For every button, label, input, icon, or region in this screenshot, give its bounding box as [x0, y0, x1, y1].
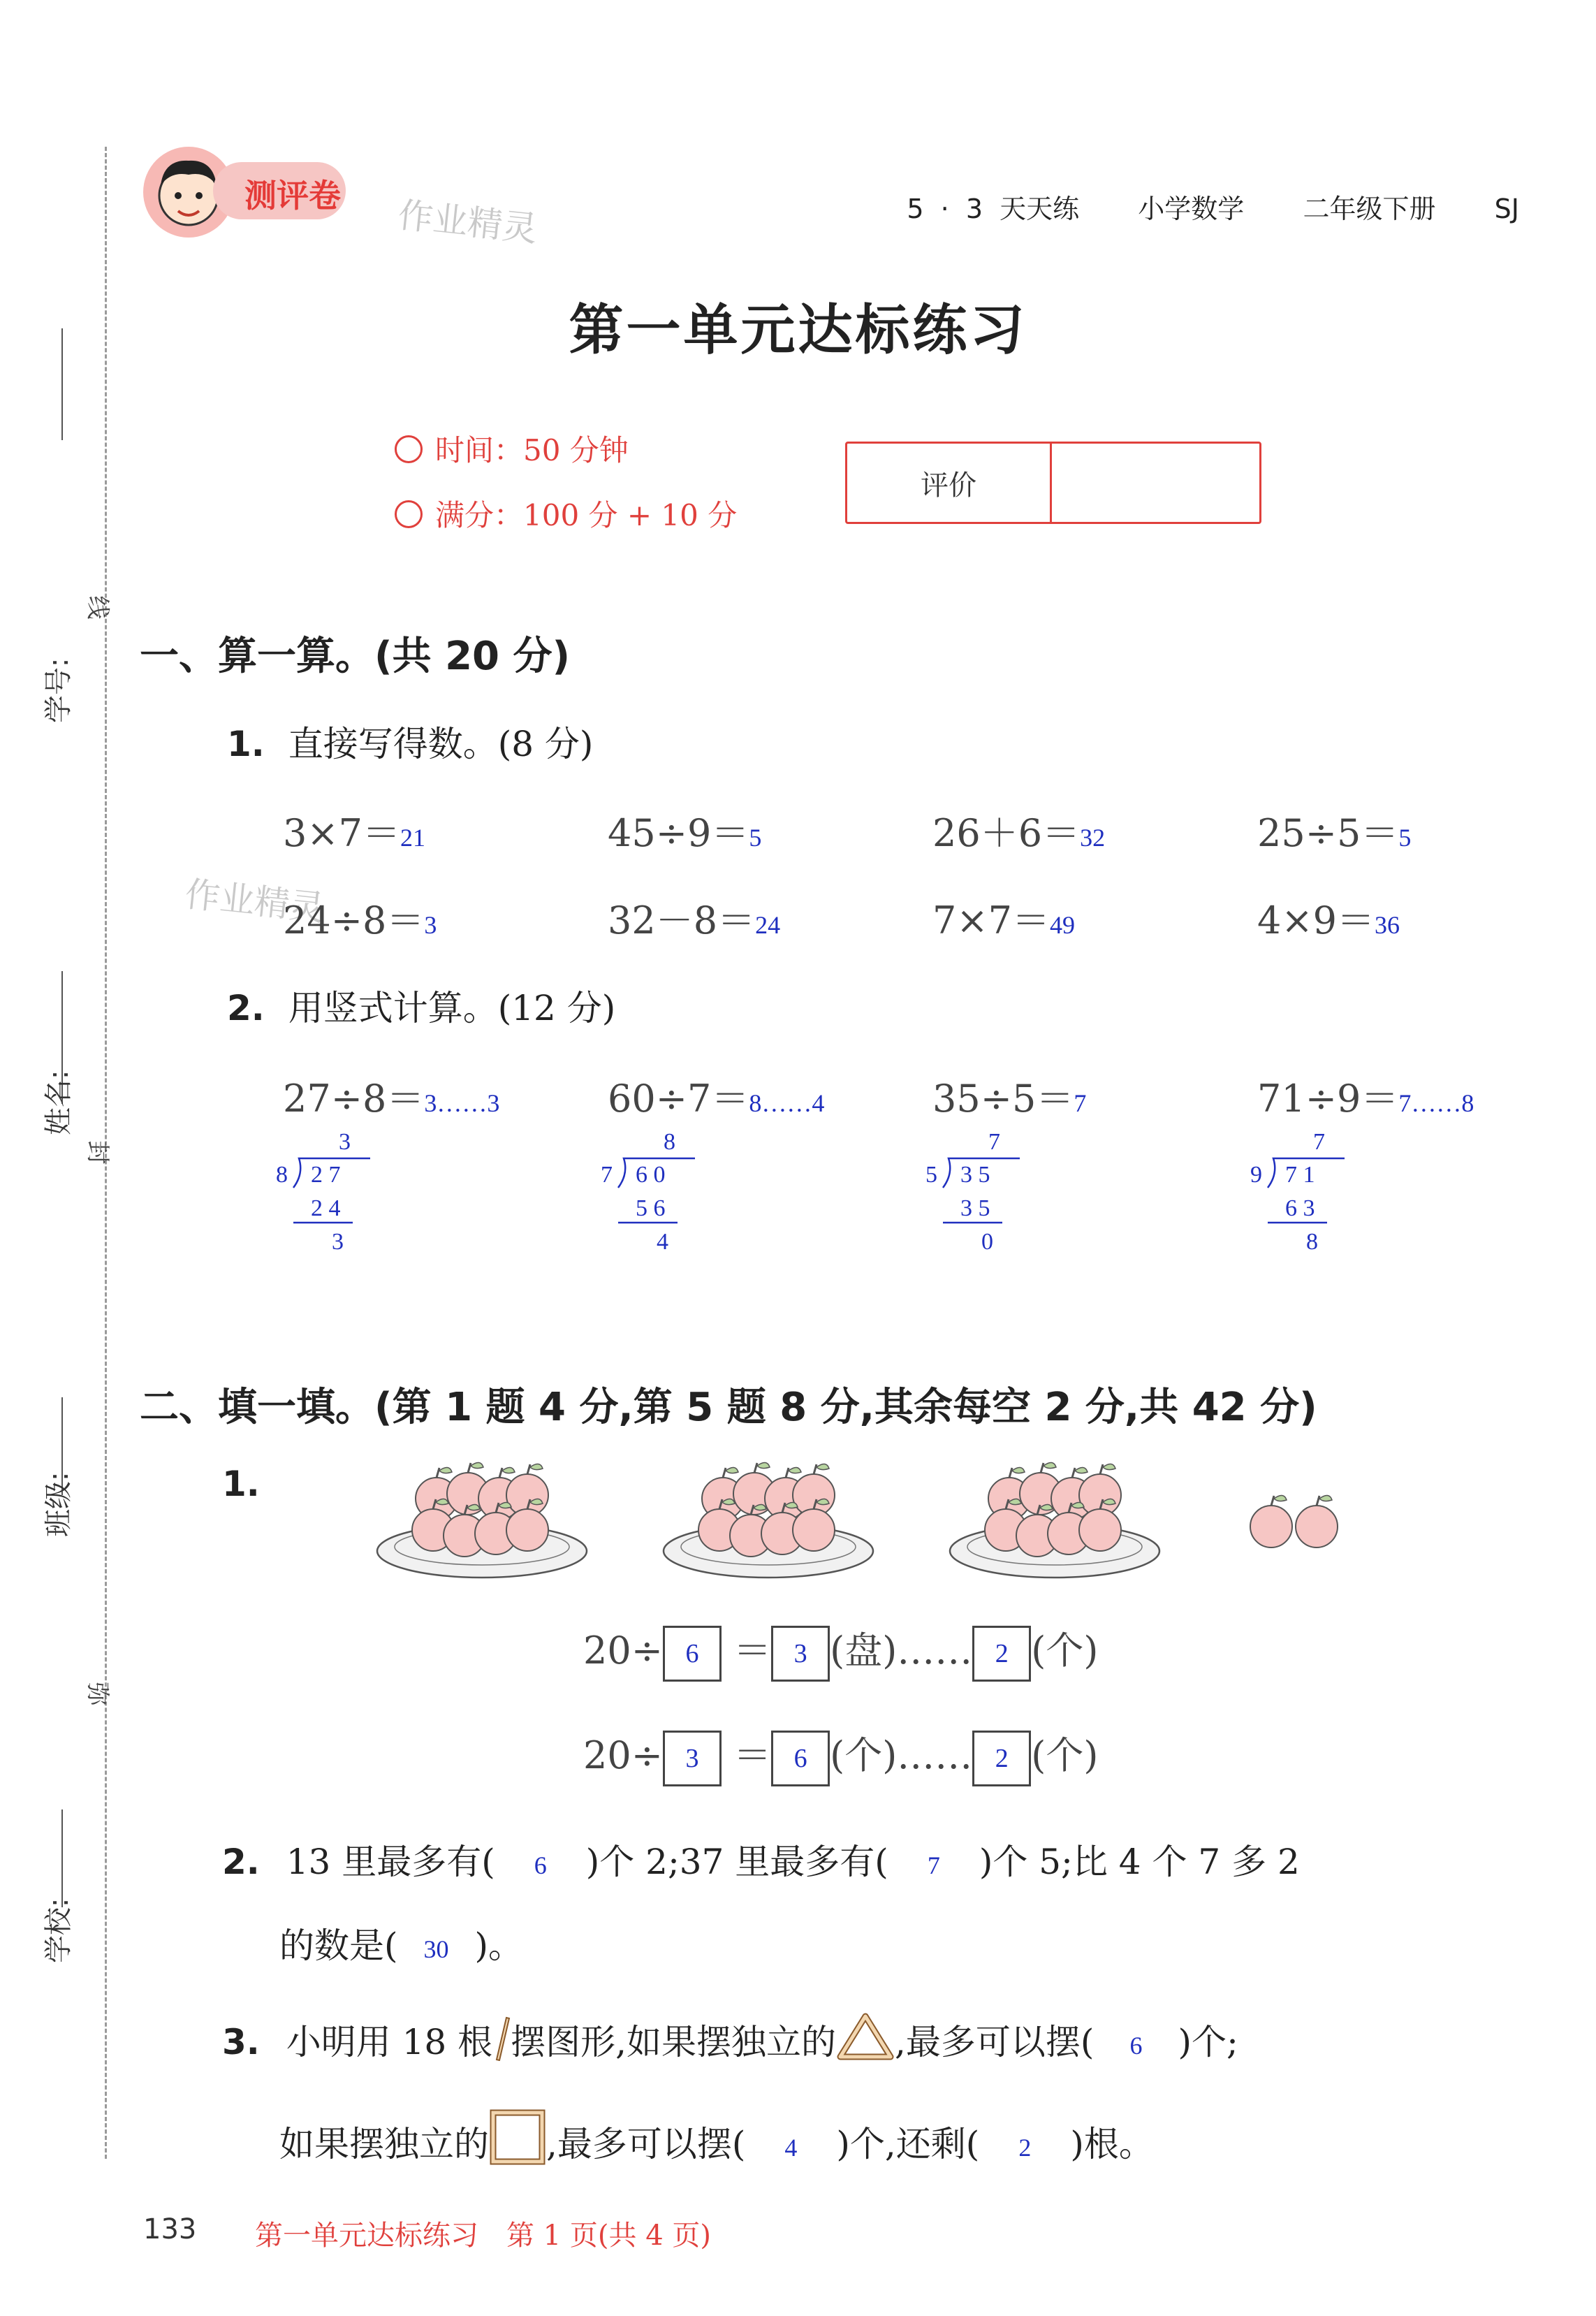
eq-part: ＝ [733, 1629, 772, 1673]
apple-icon [1296, 1495, 1338, 1547]
q-number: 2. [222, 1842, 260, 1882]
division-expr: 60÷7＝ [608, 1077, 749, 1121]
ld-quotient: 7 [1313, 1129, 1325, 1155]
section2-q2-cont [279, 1918, 523, 1968]
section1-heading: 一、算一算。(共 20 分) [140, 634, 571, 679]
calc-item [283, 803, 425, 857]
eq-part: (个) [1031, 1733, 1099, 1777]
class-label: 班级: [43, 1471, 75, 1537]
q-text: )根。 [1070, 2124, 1154, 2164]
ld-remainder: 8 [1306, 1229, 1318, 1255]
ld-quotient: 7 [988, 1129, 1000, 1155]
section2-q2 [222, 1834, 1300, 1884]
ld-remainder: 3 [332, 1229, 344, 1255]
evaluation-box [845, 442, 1261, 524]
answer-blank[interactable]: 4 [784, 2134, 798, 2162]
answer-blank[interactable]: 6 [534, 1851, 547, 1879]
q-text: ,最多可以摆( [895, 2022, 1094, 2062]
series-name: 5 · 3 天天练 [907, 194, 1080, 224]
calc-expr: 3×7＝ [283, 811, 400, 855]
evaluation-label: 评价 [847, 444, 1052, 522]
q1-text: 直接写得数。(8 分) [288, 724, 594, 764]
long-division-2 [601, 1129, 695, 1255]
calc-expr: 4×9＝ [1257, 898, 1375, 942]
hourglass-icon [395, 435, 423, 463]
calc-answer: 24 [755, 911, 781, 939]
q-text: 的数是( [279, 1925, 398, 1966]
division-expr: 71÷9＝ [1257, 1077, 1399, 1121]
grade-name: 二年级下册 [1303, 194, 1436, 224]
division-item [1257, 1069, 1474, 1123]
calc-expr: 24÷8＝ [283, 898, 425, 942]
ld-dividend: 6 0 [636, 1162, 666, 1188]
q-number: 1. [222, 1464, 260, 1504]
seal-mark-mi: 弥 [83, 1682, 112, 1706]
plate-icon [950, 1462, 1159, 1578]
q-text: )个 5;比 4 个 7 多 2 [979, 1842, 1300, 1882]
watermark: 作业精灵 [396, 194, 540, 250]
calc-expr: 32－8＝ [608, 898, 756, 942]
division-item [932, 1069, 1086, 1123]
ld-dividend: 7 1 [1285, 1162, 1315, 1188]
ld-quotient: 3 [339, 1129, 351, 1155]
fill-equation-1 [583, 1621, 1098, 1682]
ld-divisor: 9 [1250, 1162, 1262, 1188]
answer-blank[interactable]: 2 [1018, 2134, 1032, 2162]
plate-icon [377, 1462, 587, 1578]
eq-part: 20÷ [583, 1629, 663, 1673]
edition-code: SJ [1494, 194, 1519, 224]
triangle-icon [836, 2012, 895, 2061]
school-blank [61, 1809, 63, 1907]
calc-item [1257, 803, 1411, 857]
long-division-1 [276, 1129, 370, 1255]
calc-item [608, 803, 761, 857]
calc-item [1257, 891, 1400, 945]
calc-answer: 49 [1049, 911, 1075, 939]
fill-equation-2 [583, 1726, 1098, 1786]
calc-answer: 21 [400, 824, 425, 852]
q1-number: 1. [227, 724, 265, 764]
calc-expr: 25÷5＝ [1257, 811, 1399, 855]
ld-quotient: 8 [664, 1129, 675, 1155]
q-text: )个; [1178, 2022, 1238, 2062]
school-label: 学校: [43, 1898, 75, 1963]
answer-box[interactable]: 3 [771, 1626, 830, 1682]
calc-expr: 26＋6＝ [932, 811, 1081, 855]
answer-blank[interactable]: 30 [423, 1935, 449, 1963]
ld-product: 6 3 [1285, 1195, 1315, 1221]
apple-icon [1250, 1495, 1292, 1547]
long-division-4 [1250, 1129, 1345, 1255]
calc-answer: 32 [1080, 824, 1106, 852]
answer-blank[interactable]: 7 [927, 1851, 940, 1879]
time-limit [395, 428, 629, 469]
division-expr: 35÷5＝ [932, 1077, 1074, 1121]
answer-box[interactable]: 2 [972, 1731, 1031, 1786]
stick-icon [492, 2016, 511, 2061]
seal-mark-line: 线 [83, 595, 112, 620]
seal-mark-seal: 封 [83, 1140, 112, 1165]
test-badge [143, 147, 395, 234]
division-answer: 7 [1074, 1089, 1087, 1117]
q2-number: 2. [227, 988, 265, 1028]
division-answer: 3……3 [424, 1089, 500, 1117]
ld-product: 3 5 [960, 1195, 990, 1221]
check-circle-icon [395, 500, 423, 528]
section2-q1-number [222, 1464, 260, 1504]
answer-box[interactable]: 6 [663, 1626, 722, 1682]
ld-divisor: 8 [276, 1162, 288, 1188]
division-answer: 7……8 [1398, 1089, 1474, 1117]
section2-q3 [222, 2012, 1238, 2064]
ld-product: 5 6 [636, 1195, 666, 1221]
student-id-label: 学号: [43, 657, 75, 723]
q-text: 如果摆独立的 [279, 2124, 489, 2164]
section1-q1 [227, 716, 593, 766]
page-number: 133 [143, 2213, 197, 2245]
ld-divisor: 5 [925, 1162, 937, 1188]
footer-text: 第一单元达标练习 第 1 页(共 4 页) [255, 2220, 711, 2252]
time-text: 时间：50 分钟 [435, 433, 629, 467]
division-answer: 8……4 [749, 1089, 825, 1117]
ld-remainder: 4 [657, 1229, 668, 1255]
badge-label: 测评卷 [244, 177, 341, 214]
q-text: 摆图形,如果摆独立的 [511, 2022, 837, 2062]
watermark-2: 作业精灵 [183, 873, 327, 929]
calc-expr: 7×7＝ [932, 898, 1050, 942]
ld-dividend: 3 5 [960, 1162, 990, 1188]
section1-q2 [227, 980, 615, 1030]
calc-answer: 5 [1398, 824, 1412, 852]
answer-box[interactable]: 2 [972, 1626, 1031, 1682]
q-text: 小明用 18 根 [286, 2022, 493, 2062]
calc-answer: 3 [424, 911, 437, 939]
answer-box[interactable]: 3 [663, 1731, 722, 1786]
answer-box[interactable]: 6 [771, 1731, 830, 1786]
q-text: 13 里最多有( [286, 1842, 495, 1882]
division-item [608, 1069, 824, 1123]
division-item [283, 1069, 499, 1123]
subject-name: 小学数学 [1138, 194, 1245, 224]
page-title: 第一单元达标练习 [569, 298, 1027, 362]
eq-part: ＝ [733, 1733, 772, 1777]
apples-on-plates-illustration [370, 1453, 1418, 1586]
calc-item [932, 891, 1075, 945]
q-text: )个,还剩( [836, 2124, 980, 2164]
full-score-text: 满分：100 分 + 10 分 [435, 498, 738, 532]
plate-icon [664, 1462, 873, 1578]
ld-product: 2 4 [311, 1195, 341, 1221]
q-text: )个 2;37 里最多有( [585, 1842, 888, 1882]
q-number: 3. [222, 2022, 260, 2062]
book-info [907, 187, 1519, 226]
calc-item [608, 891, 780, 945]
full-score [395, 493, 737, 534]
eq-part: (盘)…… [830, 1629, 973, 1673]
q-text: ,最多可以摆( [546, 2124, 746, 2164]
answer-blank[interactable]: 6 [1129, 2032, 1143, 2060]
q-text: )。 [474, 1925, 524, 1966]
ld-divisor: 7 [601, 1162, 613, 1188]
section2-q3-cont [279, 2109, 1154, 2166]
eq-part: (个)…… [830, 1733, 973, 1777]
calc-item [932, 803, 1105, 857]
ld-dividend: 2 7 [311, 1162, 341, 1188]
calc-expr: 45÷9＝ [608, 811, 749, 855]
long-division-3 [925, 1129, 1020, 1255]
long-division-work [265, 1125, 1593, 1265]
name-label: 姓名: [43, 1070, 75, 1135]
calc-answer: 5 [749, 824, 762, 852]
square-icon [489, 2109, 546, 2166]
section2-heading: 二、填一填。(第 1 题 4 分,第 5 题 8 分,其余每空 2 分,共 42 分) [140, 1385, 1317, 1430]
ld-remainder: 0 [981, 1229, 993, 1255]
eq-part: 20÷ [583, 1733, 663, 1777]
q2-text: 用竖式计算。(12 分) [288, 988, 616, 1028]
calc-answer: 36 [1374, 911, 1400, 939]
calc-item [283, 891, 437, 945]
division-expr: 27÷8＝ [283, 1077, 425, 1121]
eq-part: (个) [1031, 1629, 1099, 1673]
